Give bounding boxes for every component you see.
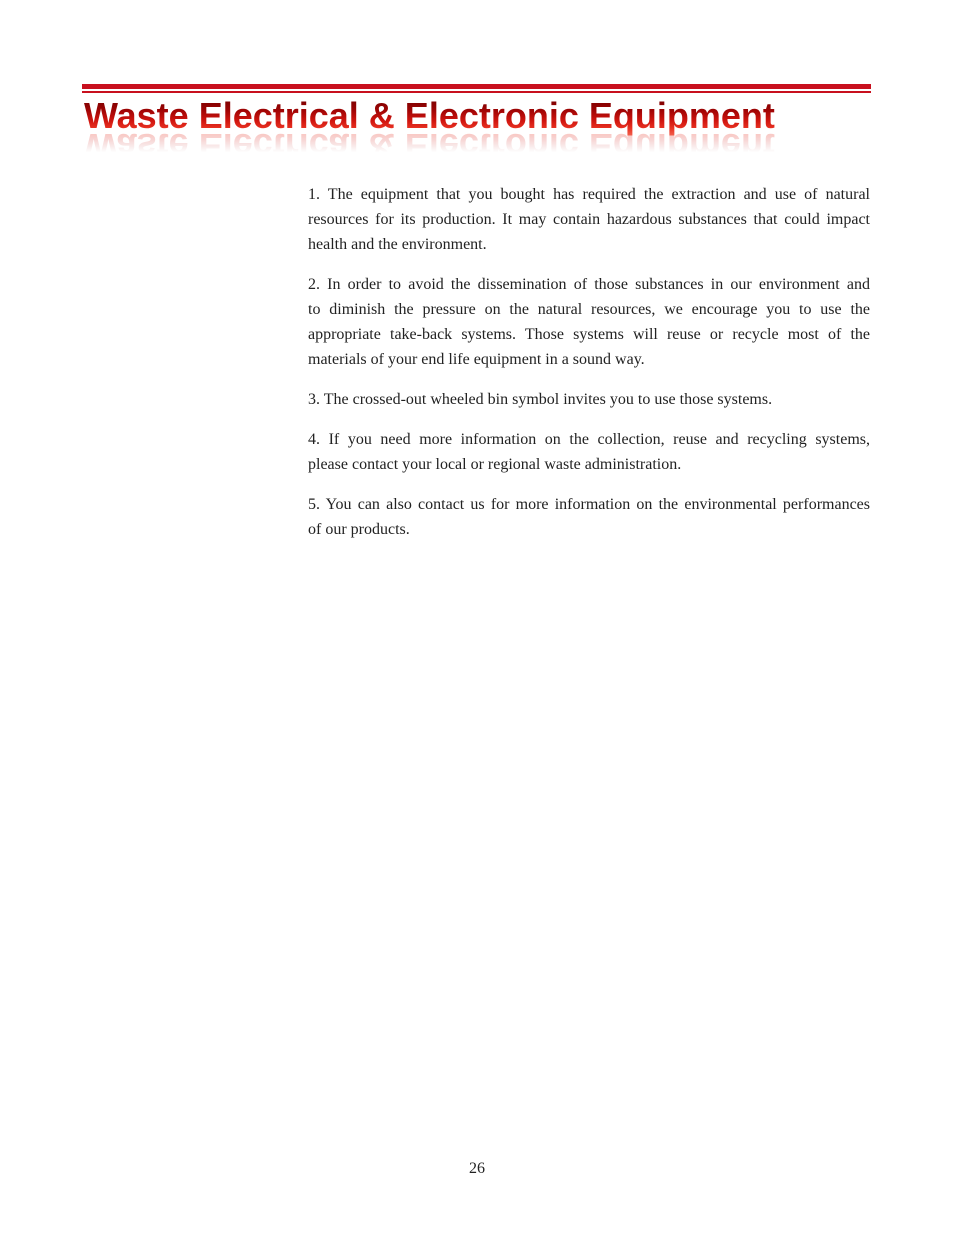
paragraph-4 — [308, 427, 870, 477]
page-number: 26 — [469, 1160, 485, 1177]
paragraph-line: 1. The equipment that you bought has required the extraction and use of natural — [308, 186, 870, 203]
paragraph-line: health and the environment. — [308, 236, 487, 253]
paragraph-line: to diminish the pressure on the natural resources, we encourage you to use the — [308, 301, 870, 318]
paragraph-5 — [308, 492, 870, 542]
paragraph-line: 3. The crossed-out wheeled bin symbol invites you to use those systems. — [308, 391, 773, 408]
paragraph-line: appropriate take-back systems. Those systems will reuse or recycle most of the — [308, 326, 870, 343]
paragraph-line: 5. You can also contact us for more information on the environmental performances — [308, 496, 870, 513]
paragraph-line: resources for its production. It may contain hazardous substances that could impact — [308, 211, 870, 228]
paragraph-line: materials of your end life equipment in a sound way. — [308, 351, 645, 368]
paragraph-2 — [308, 272, 870, 372]
paragraph-1 — [308, 182, 870, 257]
paragraph-line: 4. If you need more information on the collection, reuse and recycling systems, — [308, 431, 870, 448]
header-rule-thick — [82, 84, 871, 89]
body-text — [308, 182, 870, 557]
paragraph-line: 2. In order to avoid the dissemination of those substances in our environment and — [308, 276, 870, 293]
page-title: Waste Electrical & Electronic Equipment — [84, 95, 775, 136]
paragraph-line: please contact your local or regional waste administration. — [308, 456, 682, 473]
header-rule-thin — [82, 91, 871, 93]
paragraph-3 — [308, 387, 870, 412]
paragraph-line: of our products. — [308, 521, 410, 538]
